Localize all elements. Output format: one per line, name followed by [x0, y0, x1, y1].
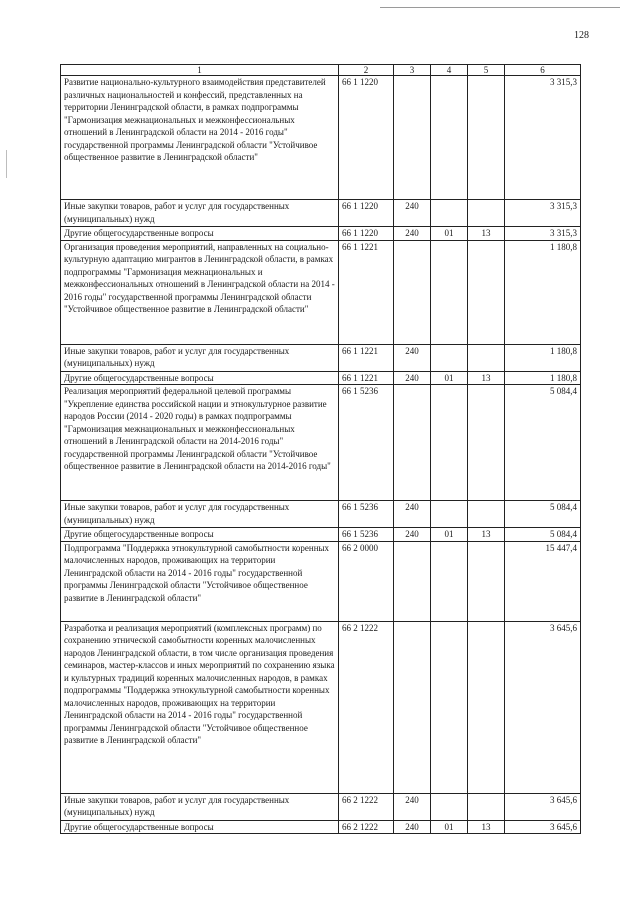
- row-subsection: 13: [468, 227, 505, 241]
- table-row: [61, 501, 581, 528]
- row-name: Организация проведения мероприятий, направленных на социально-культурную адаптацию мигрантов в Ленинградской области, в рамках подпрограммы "Гармонизация межнациональных и межконфессиональных отношений в Ленинградской области на 2014 - 2016 годы" государственной программы Ленинградской области "Устойчивое общественное развитие в Ленинградской области": [61, 240, 339, 344]
- row-code: 66 1 5236: [339, 501, 394, 528]
- row-section: 01: [431, 371, 468, 385]
- row-code: 66 2 1222: [339, 621, 394, 793]
- row-code: 66 1 5236: [339, 528, 394, 542]
- row-name: Иные закупки товаров, работ и услуг для государственных (муниципальных) нужд: [61, 200, 339, 227]
- row-sum: 1 180,8: [505, 371, 581, 385]
- row-subsection: [468, 621, 505, 793]
- scan-margin-mark: [6, 150, 7, 178]
- row-code: 66 2 1222: [339, 820, 394, 834]
- table-row: [61, 621, 581, 793]
- budget-table: [60, 64, 581, 834]
- scan-edge-line: [380, 7, 620, 8]
- row-sum: 15 447,4: [505, 541, 581, 621]
- row-expense-type: 240: [394, 528, 431, 542]
- header-col-2: 2: [339, 65, 394, 76]
- row-name: Иные закупки товаров, работ и услуг для государственных (муниципальных) нужд: [61, 793, 339, 820]
- row-name: Реализация мероприятий федеральной целевой программы "Укрепление единства российской нации и этнокультурное развитие народов России (2014 - 2020 годы) в рамках подпрограммы "Гармонизация межнациональных и межконфессиональных отношений в Ленинградской области на 2014-2016 годы" государственной программы Ленинградской области "Устойчивое общественное развитие в Ленинградской области на 2014-2016 годы": [61, 385, 339, 501]
- page-number: 128: [574, 30, 589, 41]
- row-section: [431, 541, 468, 621]
- row-expense-type: 240: [394, 793, 431, 820]
- row-expense-type: 240: [394, 501, 431, 528]
- row-expense-type: [394, 541, 431, 621]
- row-sum: 5 084,4: [505, 501, 581, 528]
- row-subsection: 13: [468, 820, 505, 834]
- header-col-5: 5: [468, 65, 505, 76]
- row-code: 66 2 0000: [339, 541, 394, 621]
- header-col-3: 3: [394, 65, 431, 76]
- row-sum: 5 084,4: [505, 528, 581, 542]
- row-section: [431, 621, 468, 793]
- row-sum: 1 180,8: [505, 344, 581, 371]
- table-row: [61, 385, 581, 501]
- row-subsection: [468, 200, 505, 227]
- row-section: 01: [431, 820, 468, 834]
- row-section: 01: [431, 227, 468, 241]
- table-row: [61, 200, 581, 227]
- row-expense-type: 240: [394, 344, 431, 371]
- table-row: [61, 541, 581, 621]
- row-expense-type: 240: [394, 371, 431, 385]
- row-expense-type: [394, 621, 431, 793]
- row-expense-type: [394, 76, 431, 200]
- row-sum: 3 315,3: [505, 227, 581, 241]
- row-sum: 3 315,3: [505, 200, 581, 227]
- row-expense-type: 240: [394, 227, 431, 241]
- row-section: 01: [431, 528, 468, 542]
- table-row: [61, 240, 581, 344]
- header-row: [61, 65, 581, 76]
- row-expense-type: 240: [394, 820, 431, 834]
- row-code: 66 1 1220: [339, 76, 394, 200]
- header-col-6: 6: [505, 65, 581, 76]
- header-col-4: 4: [431, 65, 468, 76]
- row-subsection: [468, 541, 505, 621]
- row-name: Другие общегосударственные вопросы: [61, 371, 339, 385]
- row-section: [431, 344, 468, 371]
- table-row: [61, 793, 581, 820]
- row-section: [431, 76, 468, 200]
- row-name: Иные закупки товаров, работ и услуг для государственных (муниципальных) нужд: [61, 344, 339, 371]
- row-section: [431, 240, 468, 344]
- row-section: [431, 793, 468, 820]
- row-subsection: [468, 793, 505, 820]
- row-sum: 3 645,6: [505, 793, 581, 820]
- row-subsection: [468, 501, 505, 528]
- row-subsection: 13: [468, 371, 505, 385]
- table-row: [61, 820, 581, 834]
- row-code: 66 1 1221: [339, 240, 394, 344]
- table-row: [61, 227, 581, 241]
- row-code: 66 1 1221: [339, 371, 394, 385]
- table-row: [61, 344, 581, 371]
- row-sum: 3 645,6: [505, 621, 581, 793]
- row-subsection: [468, 76, 505, 200]
- row-sum: 3 315,3: [505, 76, 581, 200]
- row-name: Подпрограмма "Поддержка этнокультурной самобытности коренных малочисленных народов, проживающих на территории Ленинградской области на 2014 - 2016 годы" государственной программы Ленинградской области "Устойчивое общественное развитие в Ленинградской области": [61, 541, 339, 621]
- row-subsection: [468, 344, 505, 371]
- row-sum: 1 180,8: [505, 240, 581, 344]
- table-row: [61, 528, 581, 542]
- table-row: [61, 76, 581, 200]
- row-subsection: 13: [468, 528, 505, 542]
- row-code: 66 1 5236: [339, 385, 394, 501]
- row-expense-type: 240: [394, 200, 431, 227]
- row-expense-type: [394, 240, 431, 344]
- row-section: [431, 200, 468, 227]
- row-name: Другие общегосударственные вопросы: [61, 227, 339, 241]
- row-code: 66 1 1221: [339, 344, 394, 371]
- row-subsection: [468, 385, 505, 501]
- row-code: 66 1 1220: [339, 200, 394, 227]
- row-name: Разработка и реализация мероприятий (комплексных программ) по сохранению этнической самобытности коренных малочисленных народов Ленинградской области, в том числе организация проведения семинаров, мастер-классов и иных мероприятий по сохранению языка и культурных традиций коренных малочисленных народов, в рамках подпрограммы "Поддержка этнокультурной самобытности коренных малочисленных народов, проживающих на территории Ленинградской области на 2014 - 2016 годы" государственной программы Ленинградской области "Устойчивое общественное развитие в Ленинградской области": [61, 621, 339, 793]
- row-section: [431, 501, 468, 528]
- row-sum: 3 645,6: [505, 820, 581, 834]
- row-name: Другие общегосударственные вопросы: [61, 528, 339, 542]
- row-sum: 5 084,4: [505, 385, 581, 501]
- row-section: [431, 385, 468, 501]
- row-name: Иные закупки товаров, работ и услуг для государственных (муниципальных) нужд: [61, 501, 339, 528]
- row-name: Другие общегосударственные вопросы: [61, 820, 339, 834]
- row-code: 66 2 1222: [339, 793, 394, 820]
- table-row: [61, 371, 581, 385]
- row-name: Развитие национально-культурного взаимодействия представителей различных национальностей и конфессий, представленных на территории Ленинградской области, в рамках подпрограммы "Гармонизация межнациональных и межконфессиональных отношений в Ленинградской области на 2014 - 2016 годы" государственной программы Ленинградской области "Устойчивое общественное развитие в Ленинградской области": [61, 76, 339, 200]
- header-col-1: 1: [61, 65, 339, 76]
- row-subsection: [468, 240, 505, 344]
- row-code: 66 1 1220: [339, 227, 394, 241]
- row-expense-type: [394, 385, 431, 501]
